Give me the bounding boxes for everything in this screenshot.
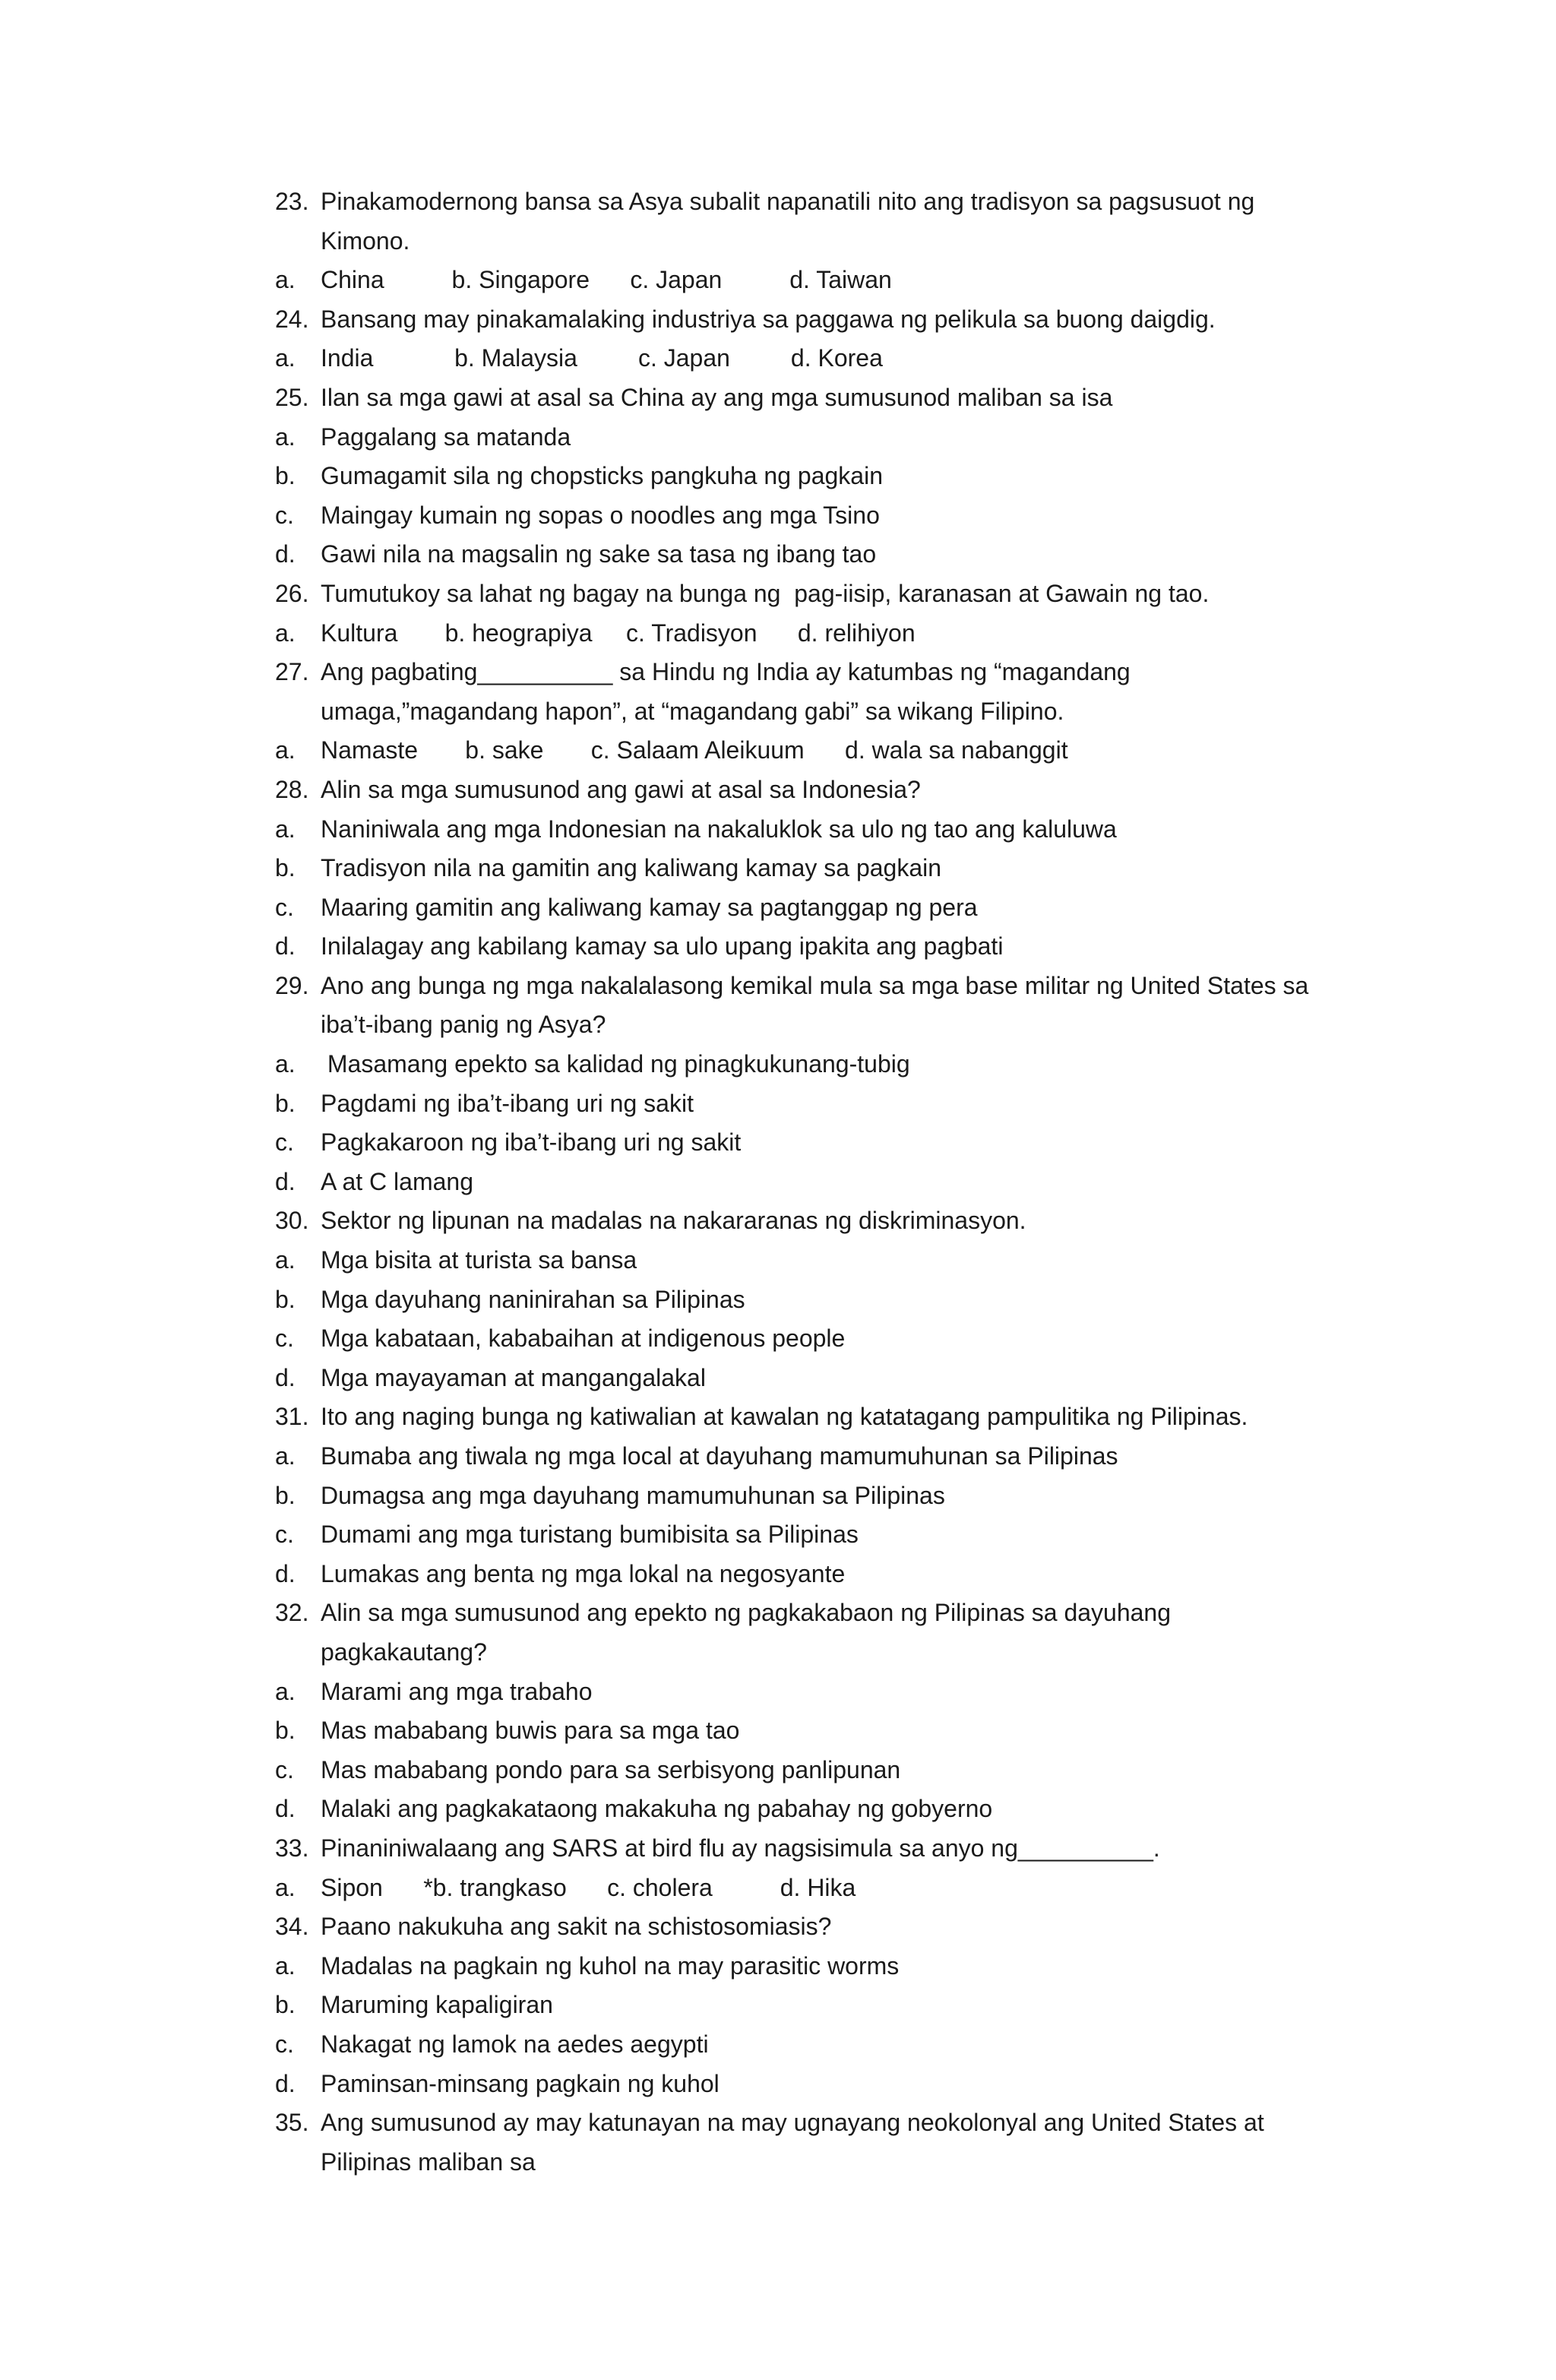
- choice-text: Maruming kapaligiran: [321, 1991, 553, 2019]
- choice-line: [275, 261, 1369, 300]
- choice-line: [275, 535, 1369, 574]
- choice-line: [275, 888, 1369, 928]
- choice-line: [275, 731, 1369, 771]
- choice-letter: c.: [275, 501, 294, 529]
- choice-letter: a.: [275, 1050, 296, 1078]
- choice-letter: c.: [275, 2030, 294, 2058]
- choice-text: Masamang epekto sa kalidad ng pinagkukunang-tubig: [321, 1050, 910, 1078]
- choice-text: Lumakas ang benta ng mga lokal na negosyante: [321, 1559, 846, 1587]
- choice-line: [275, 927, 1369, 967]
- choice-line: [275, 1790, 1369, 1829]
- question-text-continued: Pilipinas maliban sa: [321, 2147, 536, 2176]
- question-text: Paano nakukuha ang sakit na schistosomiasis?: [321, 1913, 832, 1941]
- question-number: 29.: [275, 971, 309, 999]
- continuation-line: [275, 1633, 1369, 1673]
- choice-text: Sipon *b. trangkaso c. cholera d. Hika: [321, 1873, 856, 1901]
- choice-line: [275, 339, 1369, 378]
- question-line: [275, 182, 1369, 222]
- choice-line: [275, 614, 1369, 654]
- choice-line: [275, 496, 1369, 536]
- choice-line: [275, 1163, 1369, 1202]
- question-number: 26.: [275, 579, 309, 607]
- choice-letter: a.: [275, 1246, 296, 1274]
- question-number: 24.: [275, 305, 309, 333]
- question-text-continued: Kimono.: [321, 226, 410, 255]
- question-text: Alin sa mga sumusunod ang gawi at asal sa Indonesia?: [321, 775, 921, 803]
- choice-text: Pagkakaroon ng iba’t-ibang uri ng sakit: [321, 1128, 742, 1157]
- question-text: Ilan sa mga gawi at asal sa China ay ang mga sumusunod maliban sa isa: [321, 383, 1113, 411]
- question-line: [275, 2103, 1369, 2143]
- question-line: [275, 300, 1369, 340]
- question-number: 30.: [275, 1207, 309, 1235]
- choice-line: [275, 1673, 1369, 1712]
- choice-line: [275, 1555, 1369, 1594]
- choice-text: Mga dayuhang naninirahan sa Pilipinas: [321, 1285, 745, 1313]
- question-number: 27.: [275, 658, 309, 686]
- choice-line: [275, 457, 1369, 496]
- question-line: [275, 653, 1369, 692]
- choice-letter: c.: [275, 1521, 294, 1549]
- choice-letter: c.: [275, 1325, 294, 1353]
- choice-text: Tradisyon nila na gamitin ang kaliwang kamay sa pagkain: [321, 854, 942, 882]
- question-text-continued: umaga,”magandang hapon”, at “magandang gabi” sa wikang Filipino.: [321, 697, 1064, 725]
- choice-letter: a.: [275, 1442, 296, 1470]
- question-number: 23.: [275, 188, 309, 215]
- choice-letter: c.: [275, 1755, 294, 1783]
- choice-text: Bumaba ang tiwala ng mga local at dayuhang mamumuhunan sa Pilipinas: [321, 1442, 1118, 1470]
- choice-text: Mas mababang pondo para sa serbisyong panlipunan: [321, 1755, 901, 1783]
- choice-text: India b. Malaysia c. Japan d. Korea: [321, 344, 883, 372]
- choice-letter: b.: [275, 1717, 296, 1745]
- question-line: [275, 1594, 1369, 1633]
- continuation-line: [275, 692, 1369, 732]
- choice-text: Naniniwala ang mga Indonesian na nakaluklok sa ulo ng tao ang kaluluwa: [321, 815, 1117, 843]
- continuation-line: [275, 222, 1369, 261]
- choice-line: [275, 1869, 1369, 1908]
- quiz-content: [275, 182, 1369, 2182]
- choice-letter: a.: [275, 815, 296, 843]
- choice-line: [275, 1947, 1369, 1986]
- choice-text: Malaki ang pagkakataong makakuha ng pabahay ng gobyerno: [321, 1795, 993, 1823]
- choice-line: [275, 1711, 1369, 1751]
- choice-line: [275, 810, 1369, 850]
- choice-text: A at C lamang: [321, 1167, 473, 1195]
- choice-text: Madalas na pagkain ng kuhol na may parasitic worms: [321, 1951, 900, 1980]
- choice-line: [275, 1437, 1369, 1476]
- choice-text: China b. Singapore c. Japan d. Taiwan: [321, 266, 892, 294]
- choice-letter: d.: [275, 2069, 296, 2097]
- choice-line: [275, 2065, 1369, 2104]
- question-text: Tumutukoy sa lahat ng bagay na bunga ng pag-iisip, karanasan at Gawain ng tao.: [321, 579, 1210, 607]
- choice-letter: d.: [275, 1559, 296, 1587]
- choice-line: [275, 418, 1369, 457]
- choice-letter: a.: [275, 619, 296, 647]
- choice-text: Gumagamit sila ng chopsticks pangkuha ng pagkain: [321, 462, 883, 490]
- choice-line: [275, 1319, 1369, 1359]
- choice-letter: b.: [275, 1481, 296, 1509]
- choice-text: Kultura b. heograpiya c. Tradisyon d. relihiyon: [321, 619, 916, 647]
- choice-line: [275, 1084, 1369, 1124]
- choice-letter: a.: [275, 423, 296, 451]
- choice-text: Gawi nila na magsalin ng sake sa tasa ng ibang tao: [321, 540, 877, 568]
- question-number: 25.: [275, 383, 309, 411]
- choice-letter: d.: [275, 540, 296, 568]
- choice-line: [275, 1515, 1369, 1555]
- choice-letter: c.: [275, 893, 294, 921]
- choice-letter: d.: [275, 932, 296, 961]
- choice-line: [275, 2025, 1369, 2065]
- continuation-line: [275, 2143, 1369, 2182]
- question-line: [275, 378, 1369, 418]
- question-number: 33.: [275, 1834, 309, 1862]
- choice-line: [275, 1751, 1369, 1790]
- question-line: [275, 574, 1369, 614]
- choice-letter: b.: [275, 854, 296, 882]
- choice-line: [275, 1359, 1369, 1398]
- question-number: 28.: [275, 775, 309, 803]
- question-text-continued: pagkakautang?: [321, 1638, 487, 1666]
- question-text: Ang sumusunod ay may katunayan na may ugnayang neokolonyal ang United States at: [321, 2109, 1264, 2137]
- choice-line: [275, 1123, 1369, 1163]
- choice-letter: d.: [275, 1795, 296, 1823]
- choice-text: Inilalagay ang kabilang kamay sa ulo upang ipakita ang pagbati: [321, 932, 1004, 961]
- choice-letter: a.: [275, 736, 296, 764]
- choice-text: Pagdami ng iba’t-ibang uri ng sakit: [321, 1089, 694, 1117]
- choice-letter: a.: [275, 1873, 296, 1901]
- choice-letter: a.: [275, 1951, 296, 1980]
- choice-text: Maaring gamitin ang kaliwang kamay sa pagtanggap ng pera: [321, 893, 978, 921]
- choice-letter: a.: [275, 344, 296, 372]
- question-line: [275, 1829, 1369, 1869]
- question-number: 35.: [275, 2109, 309, 2137]
- choice-letter: b.: [275, 462, 296, 490]
- question-text: Sektor ng lipunan na madalas na nakararanas ng diskriminasyon.: [321, 1207, 1026, 1235]
- question-text: Bansang may pinakamalaking industriya sa paggawa ng pelikula sa buong daigdig.: [321, 305, 1216, 333]
- question-text: Alin sa mga sumusunod ang epekto ng pagkakabaon ng Pilipinas sa dayuhang: [321, 1599, 1172, 1627]
- question-text-continued: iba’t-ibang panig ng Asya?: [321, 1011, 606, 1039]
- choice-letter: c.: [275, 1128, 294, 1157]
- choice-text: Mga mayayaman at mangangalakal: [321, 1363, 706, 1391]
- question-text: Pinaniniwalaang ang SARS at bird flu ay nagsisimula sa anyo ng__________.: [321, 1834, 1160, 1862]
- question-text: Ito ang naging bunga ng katiwalian at kawalan ng katatagang pampulitika ng Pilipinas.: [321, 1403, 1248, 1431]
- continuation-line: [275, 1005, 1369, 1045]
- choice-line: [275, 1280, 1369, 1320]
- choice-letter: d.: [275, 1363, 296, 1391]
- choice-line: [275, 849, 1369, 888]
- choice-text: Marami ang mga trabaho: [321, 1677, 593, 1705]
- choice-text: Dumagsa ang mga dayuhang mamumuhunan sa Pilipinas: [321, 1481, 945, 1509]
- question-number: 34.: [275, 1913, 309, 1941]
- choice-text: Mga kabataan, kababaihan at indigenous people: [321, 1325, 846, 1353]
- question-line: [275, 1907, 1369, 1947]
- choice-text: Namaste b. sake c. Salaam Aleikuum d. wala sa nabanggit: [321, 736, 1068, 764]
- question-number: 31.: [275, 1403, 309, 1431]
- choice-line: [275, 1045, 1369, 1084]
- question-text: Ang pagbating__________ sa Hindu ng India ay katumbas ng “magandang: [321, 658, 1131, 686]
- choice-text: Paminsan-minsang pagkain ng kuhol: [321, 2069, 719, 2097]
- choice-letter: b.: [275, 1285, 296, 1313]
- choice-text: Nakagat ng lamok na aedes aegypti: [321, 2030, 709, 2058]
- choice-line: [275, 1476, 1369, 1516]
- question-line: [275, 967, 1369, 1006]
- question-line: [275, 771, 1369, 810]
- choice-line: [275, 1241, 1369, 1280]
- question-number: 32.: [275, 1599, 309, 1627]
- choice-text: Paggalang sa matanda: [321, 423, 571, 451]
- question-line: [275, 1201, 1369, 1241]
- choice-letter: b.: [275, 1991, 296, 2019]
- choice-text: Mas mababang buwis para sa mga tao: [321, 1717, 740, 1745]
- choice-text: Dumami ang mga turistang bumibisita sa Pilipinas: [321, 1521, 859, 1549]
- choice-letter: a.: [275, 1677, 296, 1705]
- question-text: Ano ang bunga ng mga nakalalasong kemikal mula sa mga base militar ng United States sa: [321, 971, 1309, 999]
- choice-line: [275, 1986, 1369, 2025]
- question-text: Pinakamodernong bansa sa Asya subalit napanatili nito ang tradisyon sa pagsusuot ng: [321, 188, 1255, 215]
- choice-text: Mga bisita at turista sa bansa: [321, 1246, 637, 1274]
- choice-letter: b.: [275, 1089, 296, 1117]
- question-line: [275, 1397, 1369, 1437]
- choice-letter: d.: [275, 1167, 296, 1195]
- choice-text: Maingay kumain ng sopas o noodles ang mga Tsino: [321, 501, 880, 529]
- choice-letter: a.: [275, 266, 296, 294]
